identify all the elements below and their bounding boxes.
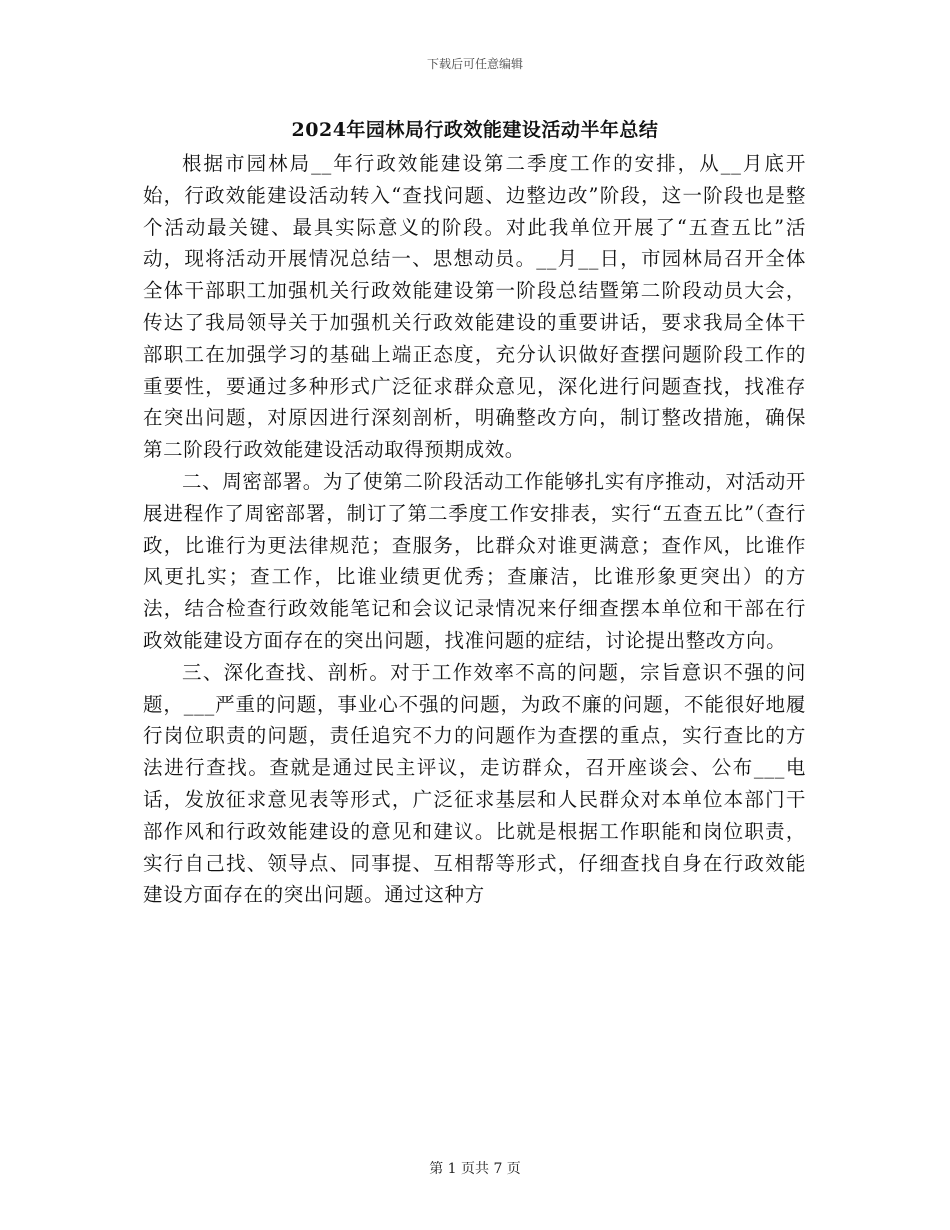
- paragraph-3: 三、深化查找、剖析。对于工作效率不高的问题，宗旨意识不强的问题，___严重的问题，事业心不强的问题，为政不廉的问题，不能很好地履行岗位职责的问题，责任追究不力的问题作为查摆的重点，实行查比的方法进行查找。查就是通过民主评议，走访群众，召开座谈会、公布___电话，发放征求意见表等形式，广泛征求基层和人民群众对本单位本部门干部作风和行政效能建设的意见和建议。比就是根据工作职能和岗位职责，实行自己找、领导点、同事提、互相帮等形式，仔细查找自身在行政效能建设方面存在的突出问题。通过这种方: [143, 660, 806, 907]
- page-number: 第 1 页共 7 页: [429, 1161, 521, 1177]
- paragraph-1: 根据市园林局__年行政效能建设第二季度工作的安排，从__月底开始，行政效能建设活动转入“查找问题、边整边改”阶段，这一阶段也是整个活动最关键、最具实际意义的阶段。对此我单位开展了“五查五比”活动，现将活动开展情况总结一、思想动员。__月__日，市园林局召开全体全体干部职工加强机关行政效能建设第一阶段总结暨第二阶段动员大会，传达了我局领导关于加强机关行政效能建设的重要讲话，要求我局全体干部职工在加强学习的基础上端正态度，充分认识做好查摆问题阶段工作的重要性，要通过多种形式广泛征求群众意见，深化进行问题查找，找准存在突出问题，对原因进行深刻剖析，明确整改方向，制订整改措施，确保第二阶段行政效能建设活动取得预期成效。: [143, 152, 806, 462]
- document-title: 2024年园林局行政效能建设活动半年总结: [291, 119, 659, 141]
- paragraph-2: 二、周密部署。为了使第二阶段活动工作能够扎实有序推动，对活动开展进程作了周密部署，制订了第二季度工作安排表，实行“五查五比”（查行政，比谁行为更法律规范；查服务，比群众对谁更满意；查作风，比谁作风更扎实；查工作，比谁业绩更优秀；查廉洁，比谁形象更突出）的方法，结合检查行政效能笔记和会议记录情况来仔细查摆本单位和干部在行政效能建设方面存在的突出问题，找准问题的症结，讨论提出整改方向。: [143, 469, 806, 652]
- download-note: 下载后可任意编辑: [426, 57, 523, 71]
- document-body: [143, 148, 806, 911]
